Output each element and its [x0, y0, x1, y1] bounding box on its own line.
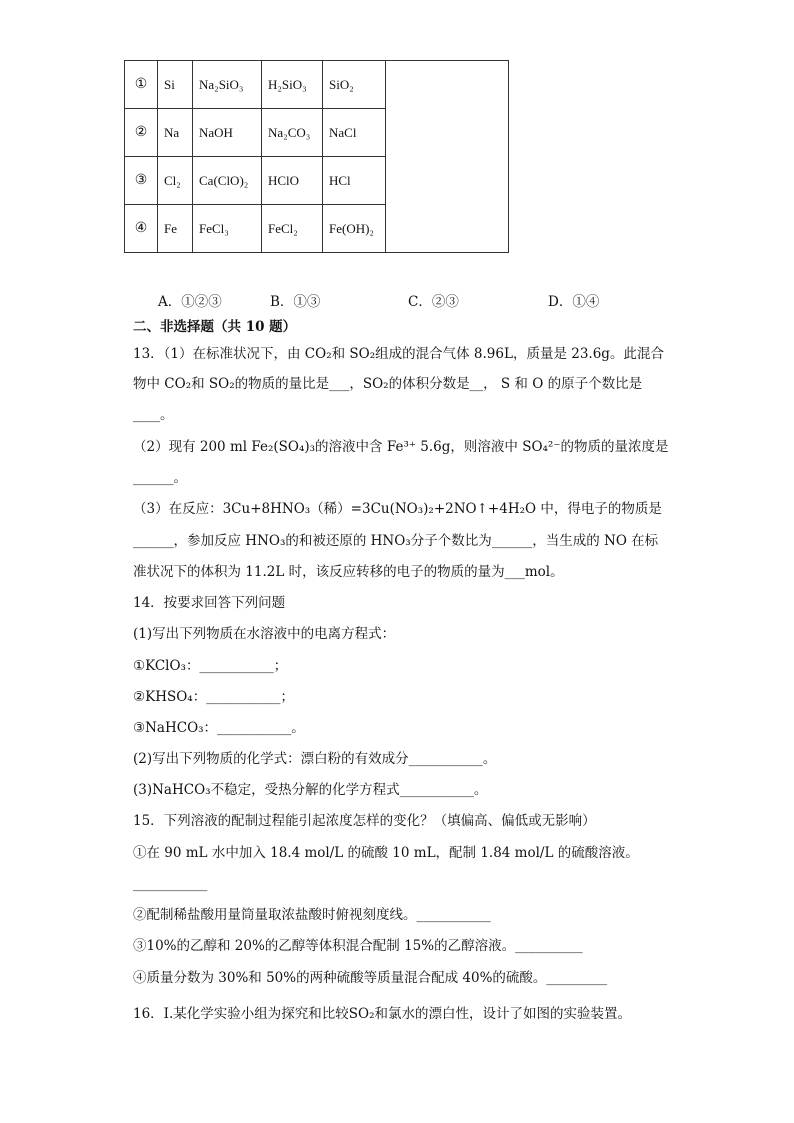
q15-line-4: ②配制稀盐酸用量筒量取浓盐酸时俯视刻度线。___________: [133, 907, 491, 923]
q13-line-7: ______，参加反应 HNO₃的和被还原的 HNO₃分子个数比为______，当生成的 NO 在标: [133, 533, 659, 549]
table-cell: Na₂CO₃: [262, 109, 323, 157]
section-title: 二、非选择题（共 10 题）: [133, 319, 297, 335]
q15-line-3: ___________: [133, 876, 208, 892]
table-cell: Fe: [158, 205, 193, 253]
table-cell: HClO: [262, 157, 323, 205]
table-cell: Ca(ClO)₂: [193, 157, 262, 205]
q14-line-5: ③NaHCO₃：___________。: [133, 720, 305, 736]
q14-line-6: (2)写出下列物质的化学式：漂白粉的有效成分___________。: [133, 751, 497, 767]
q15-line-2: ①在 90 mL 水中加入 18.4 mol/L 的硫酸 10 mL，配制 1.84 mol/L 的硫酸溶液。: [133, 845, 639, 861]
q13-line-6: （3）在反应：3Cu+8HNO₃（稀）=3Cu(NO₃)₂+2NO↑+4H₂O 中，得电子的物质是: [133, 501, 662, 517]
choice-a: A．①②③: [158, 294, 222, 310]
table-cell: NaOH: [193, 109, 262, 157]
q13-line-5: ______。: [133, 470, 187, 486]
table-cell: FeCl₂: [262, 205, 323, 253]
table-cell: H₂SiO₃: [262, 61, 323, 109]
answer-choices: [158, 292, 599, 312]
q14-line-3: ①KClO₃：___________；: [133, 658, 288, 674]
row-number: ②: [125, 109, 158, 157]
table-cell: Fe(OH)₂: [323, 205, 386, 253]
q15-line-1: 15．下列溶液的配制过程能引起浓度怎样的变化？（填偏高、偏低或无影响）: [133, 813, 596, 829]
row-number: ③: [125, 157, 158, 205]
q15-line-5: ③10%的乙醇和 20%的乙醇等体积混合配制 15%的乙醇溶液。__________: [133, 938, 583, 954]
choice-b: B．①③: [270, 294, 321, 310]
table-cell: SiO₂: [323, 61, 386, 109]
table-row: [125, 61, 509, 109]
q13-line-1: 13．（1）在标准状况下，由 CO₂和 SO₂组成的混合气体 8.96L，质量是 23.6g。此混合: [133, 346, 664, 362]
q13-line-4: （2）现有 200 ml Fe₂(SO₄)₃的溶液中含 Fe³⁺ 5.6g，则溶液中 SO₄²⁻的物质的量浓度是: [133, 439, 669, 455]
q13-line-2: 物中 CO₂和 SO₂的物质的量比是___，SO₂的体积分数是__， S 和 O 的原子个数比是: [133, 376, 643, 392]
q13-line-8: 准状况下的体积为 11.2L 时，该反应转移的电子的物质的量为___mol。: [133, 564, 564, 580]
table-cell: FeCl₃: [193, 205, 262, 253]
table-cell: Na₂SiO₃: [193, 61, 262, 109]
q13-line-3: ____。: [133, 407, 174, 423]
q16-line-1: 16．I.某化学实验小组为探究和比较SO₂和氯水的漂白性，设计了如图的实验装置。: [133, 1006, 632, 1022]
row-number: ①: [125, 61, 158, 109]
q14-line-2: (1)写出下列物质在水溶液中的电离方程式：: [133, 626, 396, 642]
table-cell: Cl₂: [158, 157, 193, 205]
choice-d: D．①④: [548, 294, 600, 310]
table-cell: Na: [158, 109, 193, 157]
table-cell: NaCl: [323, 109, 386, 157]
table-cell: Si: [158, 61, 193, 109]
row-number: ④: [125, 205, 158, 253]
q14-line-7: (3)NaHCO₃不稳定，受热分解的化学方程式___________。: [133, 782, 488, 798]
q14-line-4: ②KHSO₄：___________；: [133, 689, 294, 705]
chemical-table: [124, 60, 509, 253]
q14-line-1: 14．按要求回答下列问题: [133, 595, 286, 611]
table-cell: HCl: [323, 157, 386, 205]
choice-c: C．②③: [408, 294, 459, 310]
table-blank-cell: [386, 61, 509, 253]
q15-line-6: ④质量分数为 30%和 50%的两种硫酸等质量混合配成 40%的硫酸。_________: [133, 970, 608, 986]
